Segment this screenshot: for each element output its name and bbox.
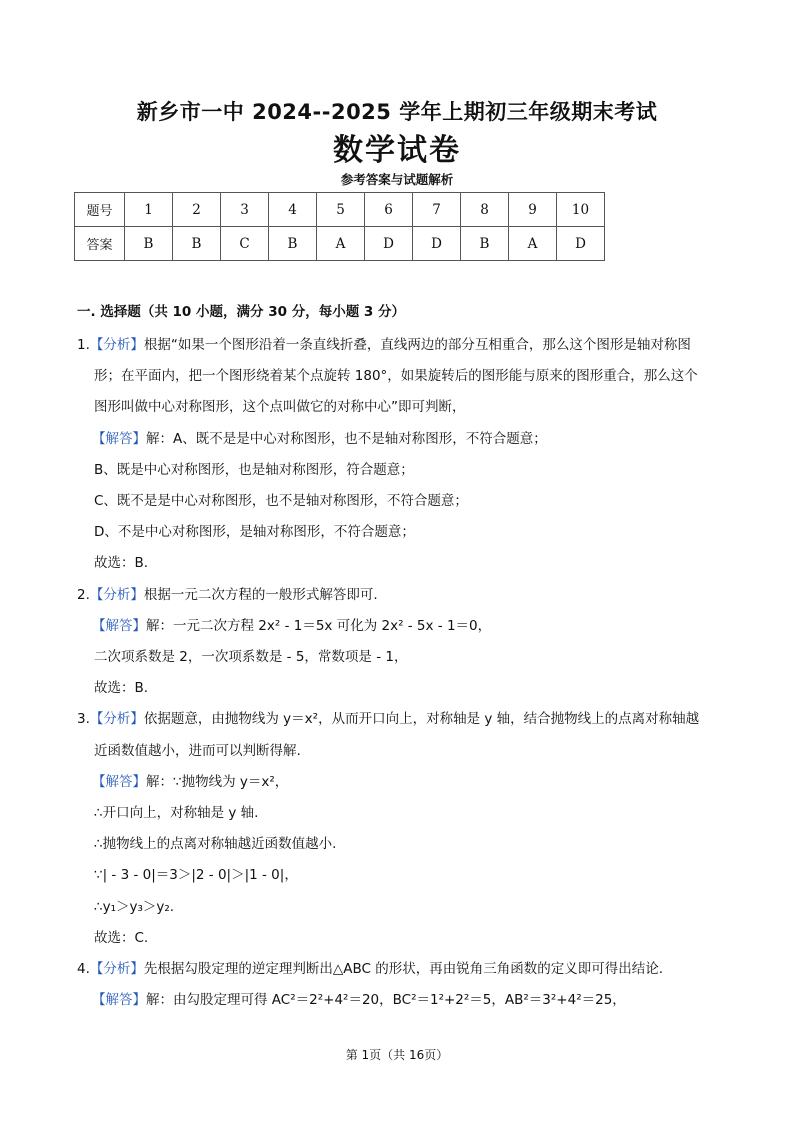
line-text: 近函数值越小，进而可以判断得解. xyxy=(94,742,301,759)
text-line xyxy=(94,926,148,946)
text-line xyxy=(94,863,298,883)
row-header: 题号 xyxy=(75,193,125,227)
solution-tag: 【解答】 xyxy=(92,430,146,447)
question-number: 8 xyxy=(461,193,509,227)
line-text: 图形叫做中心对称图形，这个点叫做它的对称中心”即可判断， xyxy=(94,399,466,416)
answer-row xyxy=(75,227,605,261)
text-line xyxy=(94,458,414,478)
text-line xyxy=(77,707,699,727)
line-text: 故选：C. xyxy=(94,929,149,946)
text-line xyxy=(92,988,626,1008)
subtitle: 参考答案与试题解析 xyxy=(340,172,454,187)
question-number: 2 xyxy=(173,193,221,227)
answer-cell: A xyxy=(317,227,365,261)
exam-title: 新乡市一中 2024--2025 学年上期初三年级期末考试 xyxy=(136,100,658,124)
text-line xyxy=(94,832,336,852)
text-line xyxy=(92,427,547,447)
line-text: 解：一元二次方程 2x² - 1＝5x 可化为 2x² - 5x - 1＝0， xyxy=(146,617,492,634)
answer-cell: C xyxy=(221,227,269,261)
question-number: 7 xyxy=(413,193,461,227)
question-number-label: 3. xyxy=(77,711,90,728)
text-line xyxy=(94,489,468,509)
line-text: B、既是中心对称图形，也是轴对称图形，符合题意； xyxy=(94,461,414,478)
question-number: 10 xyxy=(557,193,605,227)
page-footer: 第 1页（共 16页） xyxy=(345,1048,449,1062)
question-number: 5 xyxy=(317,193,365,227)
analysis-tag: 【分析】 xyxy=(89,586,144,603)
question-number: 9 xyxy=(509,193,557,227)
answer-table xyxy=(74,192,605,261)
line-text: ∴y₁＞y₃＞y₂. xyxy=(94,898,175,915)
answer-cell: B xyxy=(125,227,173,261)
line-text: 故选：B. xyxy=(94,555,149,572)
text-line xyxy=(94,645,407,665)
section-title: 一. 选择题（共 10 小题，满分 30 分，每小题 3 分） xyxy=(77,304,405,320)
text-line xyxy=(94,801,258,821)
line-text: 先根据勾股定理的逆定理判断出△ABC 的形状，再由锐角三角函数的定义即可得出结论. xyxy=(143,961,664,977)
answer-cell: D xyxy=(557,227,605,261)
answer-cell: B xyxy=(461,227,509,261)
solution-tag: 【解答】 xyxy=(92,992,146,1009)
answer-cell: B xyxy=(269,227,317,261)
question-number-label: 4. xyxy=(77,961,90,977)
answer-cell: B xyxy=(173,227,221,261)
line-text: ∴开口向上，对称轴是 y 轴. xyxy=(94,805,259,821)
line-text: 故选：B. xyxy=(94,680,149,697)
analysis-tag: 【分析】 xyxy=(89,961,144,977)
line-text: 根据“如果一个图形沿着一条直线折叠，直线两边的部分互相重合，那么这个图形是轴对称图 xyxy=(143,337,691,353)
line-text: C、既不是是中心对称图形，也不是轴对称图形，不符合题意； xyxy=(94,493,468,509)
text-line xyxy=(94,520,415,540)
question-number-row xyxy=(75,193,605,227)
text-line xyxy=(94,895,174,915)
text-line xyxy=(94,364,698,384)
solution-tag: 【解答】 xyxy=(92,617,146,634)
text-line xyxy=(77,957,663,977)
text-line xyxy=(94,395,466,415)
line-text: 解：由勾股定理可得 AC²＝2²+4²＝20，BC²＝1²+2²＝5，AB²＝3²+4²＝25， xyxy=(146,992,626,1009)
text-line xyxy=(92,770,288,790)
line-text: ∴抛物线上的点离对称轴越近函数值越小. xyxy=(94,836,337,853)
line-text: D、不是中心对称图形，是轴对称图形，不符合题意； xyxy=(94,524,415,541)
line-text: 解：∵抛物线为 y＝x²， xyxy=(146,773,289,790)
question-number: 4 xyxy=(269,193,317,227)
line-text: 依据题意，由抛物线为 y＝x²，从而开口向上，对称轴是 y 轴，结合抛物线上的点离对称轴越 xyxy=(143,711,700,728)
question-number: 3 xyxy=(221,193,269,227)
question-number: 1 xyxy=(125,193,173,227)
text-line xyxy=(94,676,148,696)
answer-cell: D xyxy=(413,227,461,261)
line-text: ∵| - 3 - 0|＝3＞|2 - 0|＞|1 - 0|， xyxy=(94,867,298,884)
answer-cell: A xyxy=(509,227,557,261)
text-line xyxy=(77,333,691,353)
row-header: 答案 xyxy=(75,227,125,261)
line-text: 根据一元二次方程的一般形式解答即可. xyxy=(143,586,378,603)
question-number: 6 xyxy=(365,193,413,227)
question-number-label: 1. xyxy=(77,337,90,353)
text-line xyxy=(94,551,148,571)
line-text: 二次项系数是 2，一次项系数是 - 5，常数项是 - 1， xyxy=(94,649,408,665)
analysis-tag: 【分析】 xyxy=(89,711,144,728)
text-line xyxy=(94,739,301,759)
analysis-tag: 【分析】 xyxy=(89,337,144,353)
line-text: 形；在平面内，把一个图形绕着某个点旋转 180°，如果旋转后的图形能与原来的图形重合，那么这个 xyxy=(94,368,698,385)
line-text: 解：A、既不是是中心对称图形，也不是轴对称图形，不符合题意； xyxy=(146,430,547,447)
text-line xyxy=(77,583,378,603)
subject-title: 数学试卷 xyxy=(333,133,461,168)
question-number-label: 2. xyxy=(77,586,90,603)
text-line xyxy=(92,614,491,634)
solution-tag: 【解答】 xyxy=(92,773,146,790)
answer-cell: D xyxy=(365,227,413,261)
